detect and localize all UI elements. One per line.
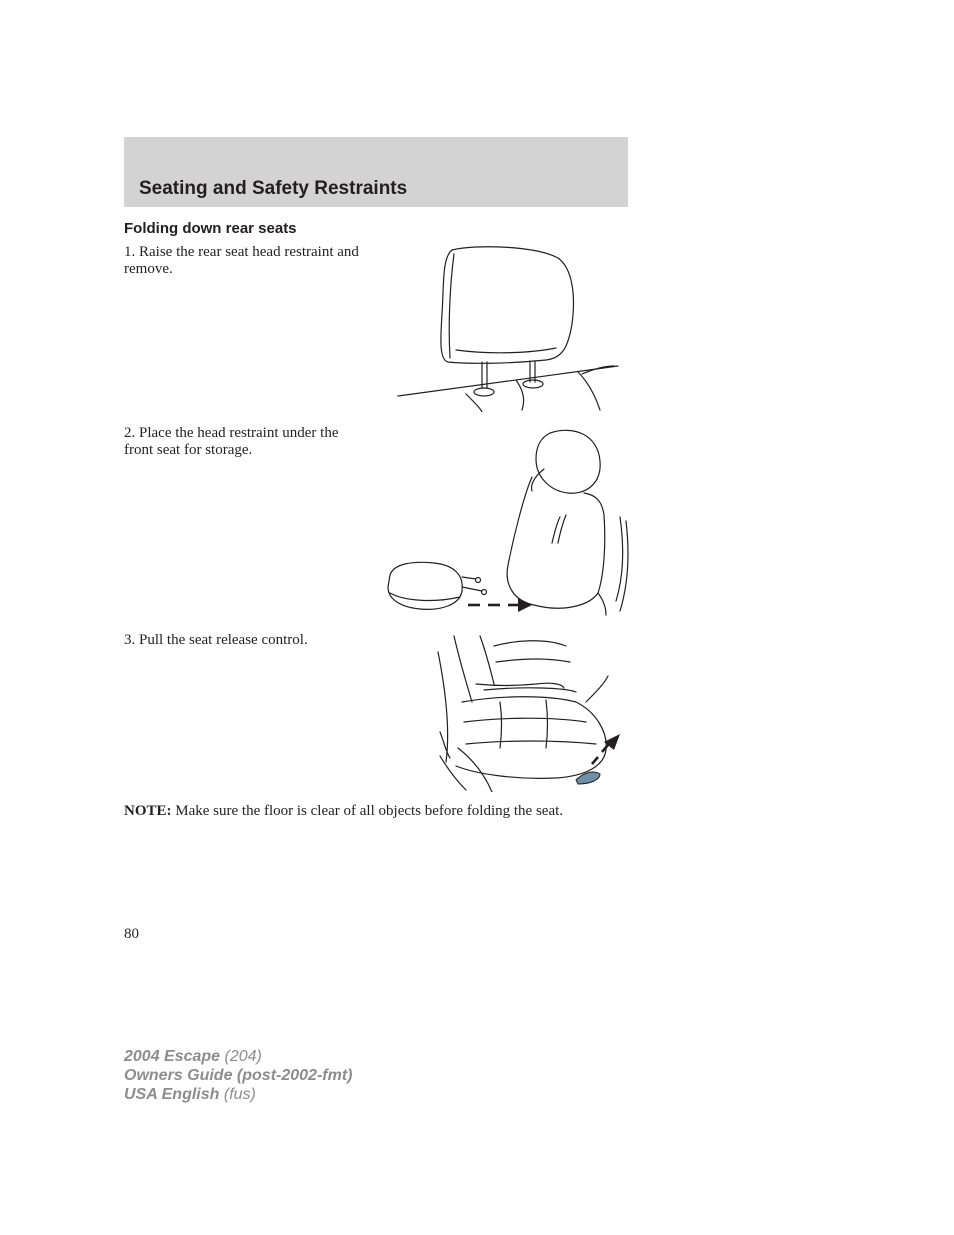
footer-line-3 xyxy=(124,1085,352,1104)
section-title: Seating and Safety Restraints xyxy=(139,178,408,199)
document-footer xyxy=(124,1047,352,1104)
note-label: NOTE: xyxy=(124,803,172,819)
footer-line-1 xyxy=(124,1047,352,1066)
page-number: 80 xyxy=(124,926,139,942)
footer-line-2 xyxy=(124,1066,352,1085)
note-paragraph xyxy=(124,803,644,820)
footer-model-code: (204) xyxy=(220,1048,262,1065)
note-text: Make sure the floor is clear of all objects before folding the seat. xyxy=(171,803,564,819)
step-2-text: 2. Place the head restraint under the front seat for storage. xyxy=(124,425,339,458)
footer-language-code: (fus) xyxy=(219,1086,256,1103)
step-3-text: 3. Pull the seat release control. xyxy=(124,632,308,648)
footer-guide-type: Owners Guide (post-2002-fmt) xyxy=(124,1067,353,1084)
footer-model: 2004 Escape xyxy=(124,1048,221,1065)
step-1-text: 1. Raise the rear seat head restraint and remove. xyxy=(124,244,359,277)
footer-language: USA English xyxy=(124,1086,220,1103)
subheading: Folding down rear seats xyxy=(124,220,297,237)
seat-release-control-illustration xyxy=(436,632,622,792)
head-restraint-raised-illustration xyxy=(396,244,622,412)
head-restraint-storage-illustration xyxy=(384,425,630,617)
